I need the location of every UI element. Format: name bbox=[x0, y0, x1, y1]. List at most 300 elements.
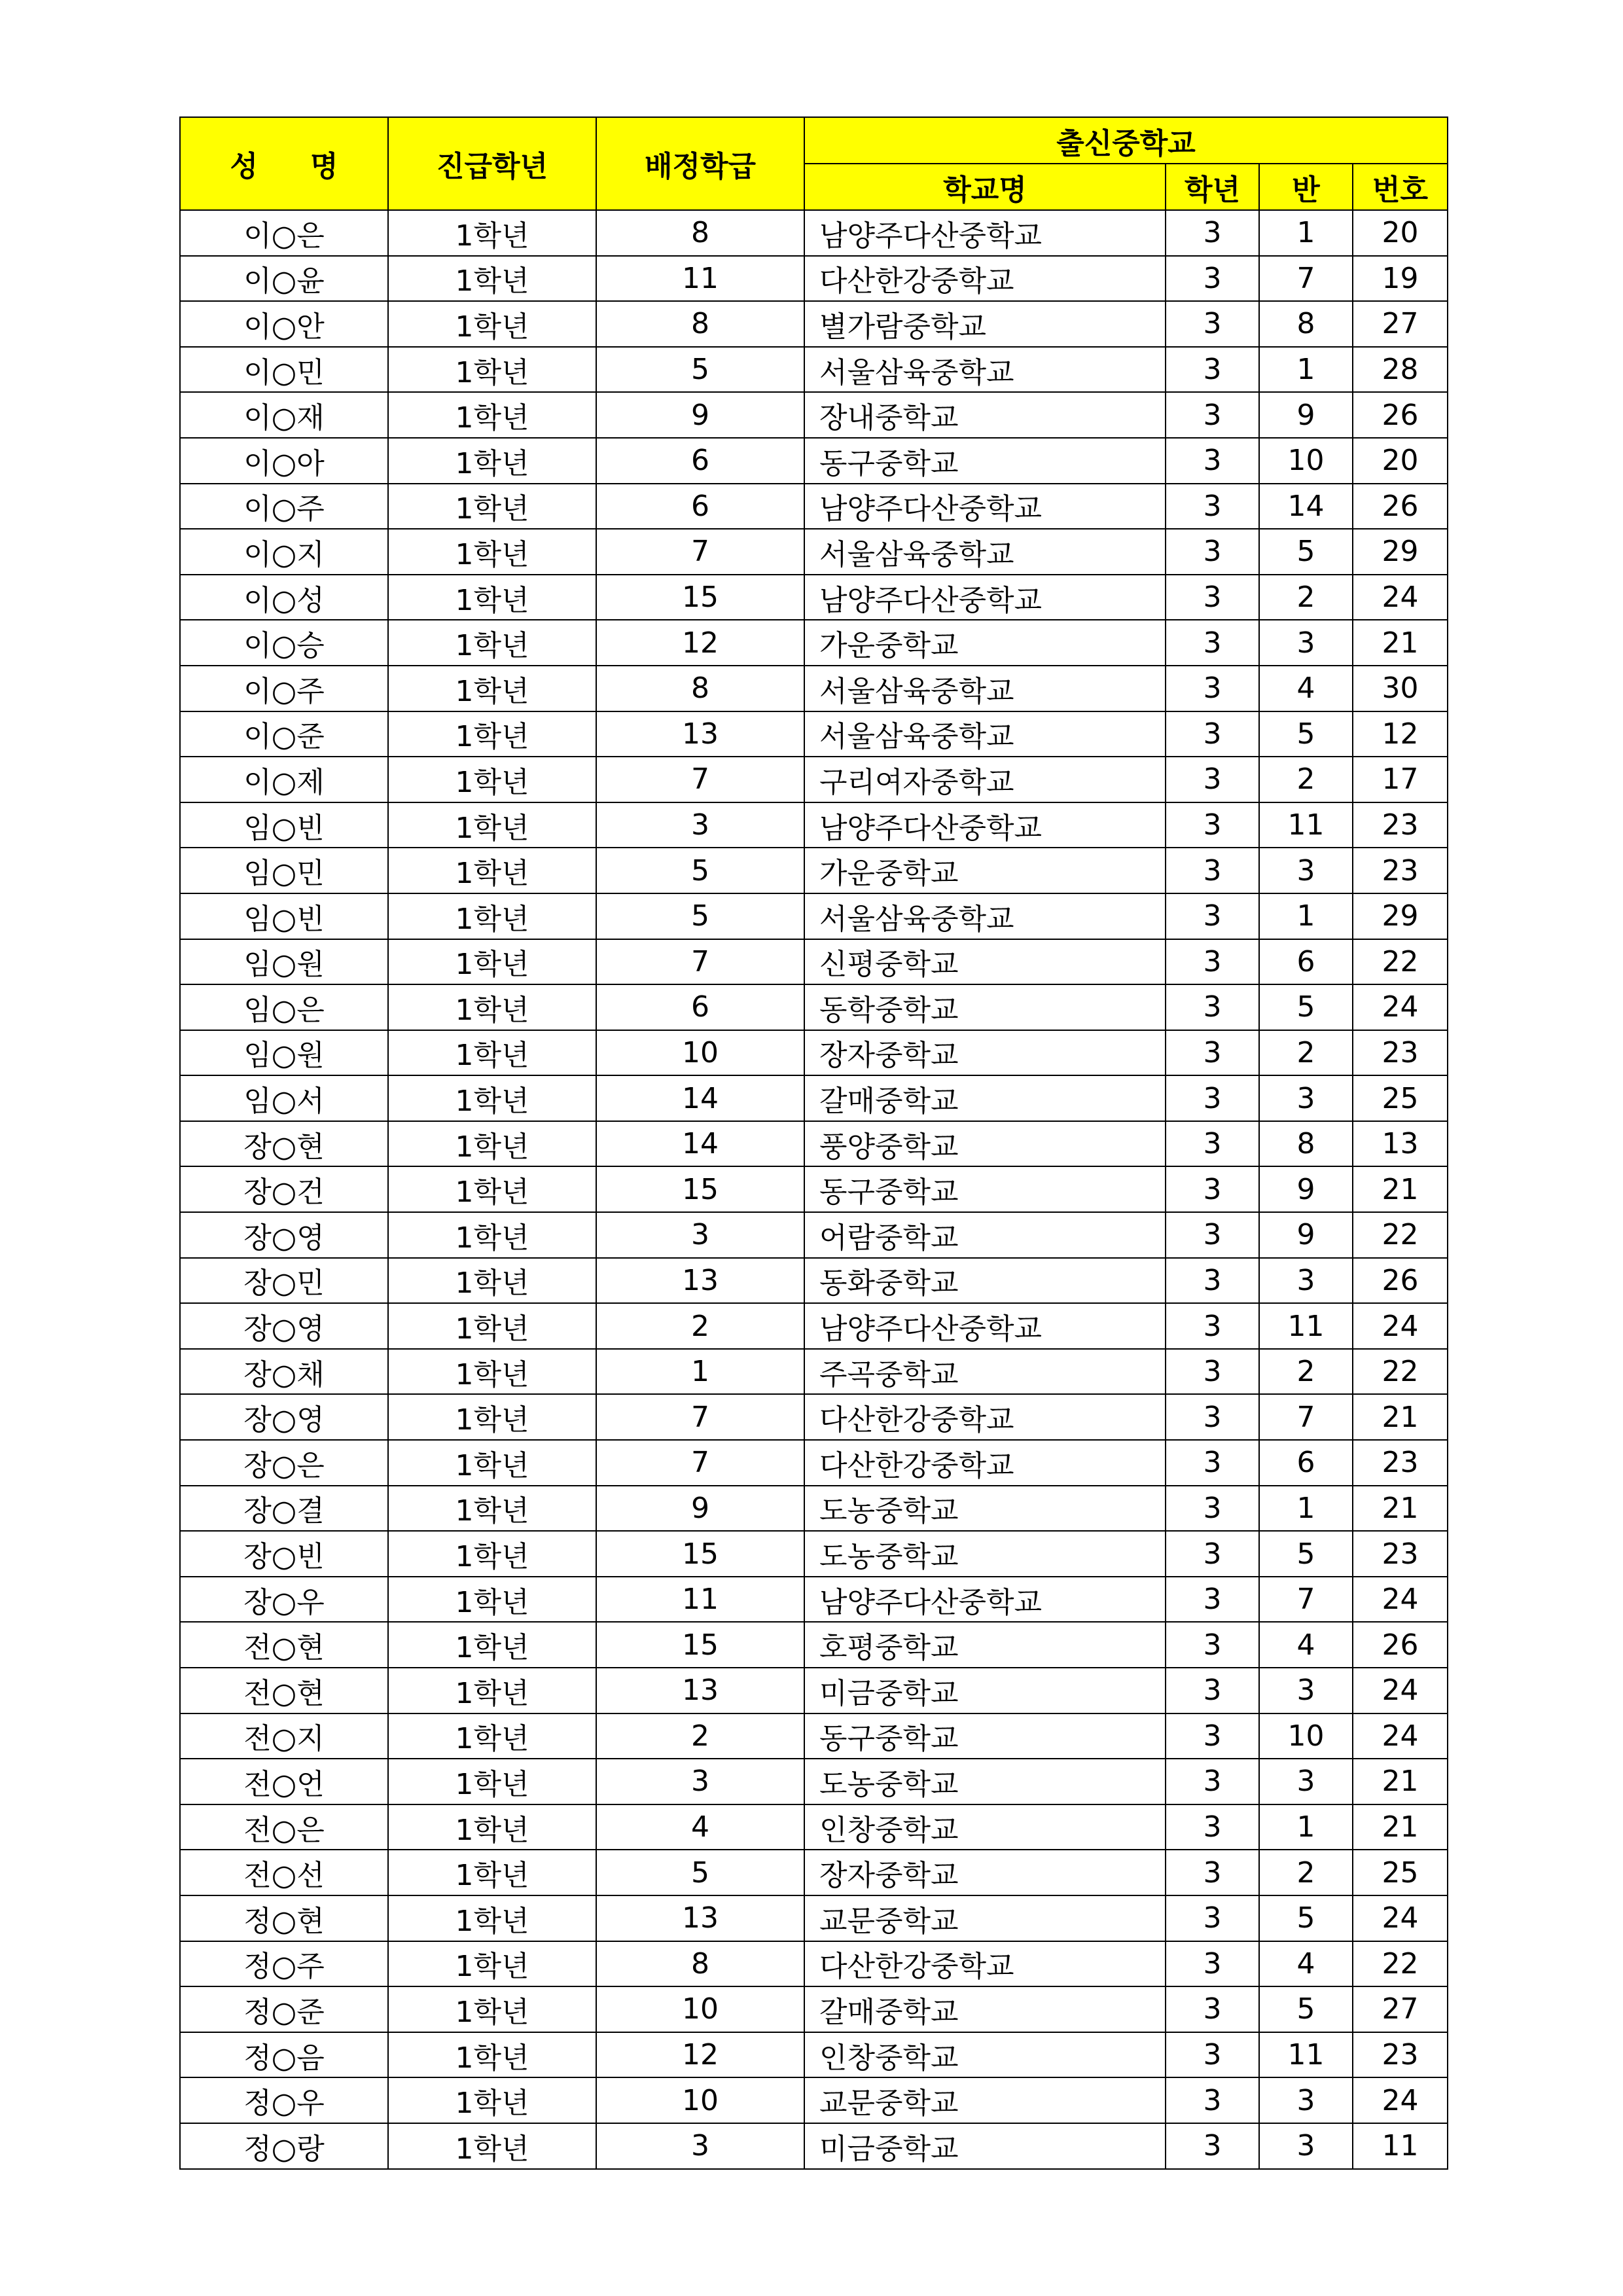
cell-school-class: 4 bbox=[1259, 1622, 1353, 1668]
cell-school-name: 남양주다산중학교 bbox=[804, 484, 1166, 529]
table-row bbox=[180, 939, 1448, 985]
cell-grade: 1학년 bbox=[388, 529, 596, 575]
cell-school-year: 3 bbox=[1166, 939, 1259, 985]
cell-school-number: 22 bbox=[1353, 1349, 1448, 1395]
table-row bbox=[180, 1486, 1448, 1532]
cell-grade: 1학년 bbox=[388, 1030, 596, 1076]
cell-name: 장○영 bbox=[180, 1212, 388, 1258]
cell-name: 이○주 bbox=[180, 666, 388, 711]
cell-name: 이○재 bbox=[180, 392, 388, 438]
cell-school-class: 3 bbox=[1259, 848, 1353, 893]
cell-school-class: 3 bbox=[1259, 620, 1353, 666]
header-name bbox=[180, 117, 388, 210]
table-body bbox=[180, 210, 1448, 2169]
cell-school-number: 26 bbox=[1353, 1622, 1448, 1668]
table-row bbox=[180, 1577, 1448, 1623]
cell-school-name: 호평중학교 bbox=[804, 1622, 1166, 1668]
cell-school-name: 서울삼육중학교 bbox=[804, 893, 1166, 939]
cell-school-year: 3 bbox=[1166, 1850, 1259, 1895]
cell-school-name: 풍양중학교 bbox=[804, 1121, 1166, 1167]
cell-name: 임○원 bbox=[180, 939, 388, 985]
header-name-part2: 명 bbox=[310, 150, 338, 183]
cell-name: 임○원 bbox=[180, 1030, 388, 1076]
cell-grade: 1학년 bbox=[388, 1804, 596, 1850]
header-school-name: 학교명 bbox=[804, 164, 1166, 210]
cell-grade: 1학년 bbox=[388, 939, 596, 985]
cell-school-year: 3 bbox=[1166, 529, 1259, 575]
cell-school-year: 3 bbox=[1166, 1121, 1259, 1167]
cell-assigned-class: 9 bbox=[596, 392, 804, 438]
cell-school-year: 3 bbox=[1166, 620, 1259, 666]
table-row bbox=[180, 438, 1448, 484]
cell-assigned-class: 13 bbox=[596, 1258, 804, 1304]
cell-grade: 1학년 bbox=[388, 1166, 596, 1212]
cell-school-year: 3 bbox=[1166, 1166, 1259, 1212]
table-row bbox=[180, 1622, 1448, 1668]
cell-name: 전○선 bbox=[180, 1850, 388, 1895]
cell-name: 장○채 bbox=[180, 1349, 388, 1395]
cell-school-name: 교문중학교 bbox=[804, 1895, 1166, 1941]
cell-assigned-class: 13 bbox=[596, 1895, 804, 1941]
cell-grade: 1학년 bbox=[388, 1486, 596, 1532]
cell-assigned-class: 10 bbox=[596, 1986, 804, 2032]
assignment-table bbox=[179, 117, 1448, 2170]
cell-name: 전○언 bbox=[180, 1759, 388, 1804]
cell-assigned-class: 15 bbox=[596, 1531, 804, 1577]
cell-name: 전○지 bbox=[180, 1713, 388, 1759]
cell-school-number: 21 bbox=[1353, 1394, 1448, 1440]
cell-grade: 1학년 bbox=[388, 1258, 596, 1304]
cell-school-number: 24 bbox=[1353, 984, 1448, 1030]
cell-grade: 1학년 bbox=[388, 1759, 596, 1804]
cell-name: 임○서 bbox=[180, 1075, 388, 1121]
table-row bbox=[180, 1440, 1448, 1486]
cell-assigned-class: 11 bbox=[596, 1577, 804, 1623]
cell-name: 이○윤 bbox=[180, 256, 388, 302]
cell-assigned-class: 5 bbox=[596, 347, 804, 393]
cell-school-number: 23 bbox=[1353, 2032, 1448, 2078]
cell-school-class: 3 bbox=[1259, 2123, 1353, 2169]
cell-assigned-class: 7 bbox=[596, 529, 804, 575]
cell-school-name: 남양주다산중학교 bbox=[804, 802, 1166, 848]
cell-assigned-class: 2 bbox=[596, 1713, 804, 1759]
cell-school-year: 3 bbox=[1166, 1941, 1259, 1987]
cell-school-name: 동구중학교 bbox=[804, 1166, 1166, 1212]
cell-school-year: 3 bbox=[1166, 2077, 1259, 2123]
cell-name: 정○준 bbox=[180, 1986, 388, 2032]
cell-grade: 1학년 bbox=[388, 1440, 596, 1486]
table-row bbox=[180, 757, 1448, 802]
cell-school-year: 3 bbox=[1166, 1804, 1259, 1850]
cell-school-class: 6 bbox=[1259, 1440, 1353, 1486]
cell-school-name: 서울삼육중학교 bbox=[804, 711, 1166, 757]
cell-school-class: 10 bbox=[1259, 438, 1353, 484]
cell-school-number: 23 bbox=[1353, 1440, 1448, 1486]
cell-assigned-class: 5 bbox=[596, 1850, 804, 1895]
cell-school-class: 7 bbox=[1259, 1394, 1353, 1440]
cell-school-year: 3 bbox=[1166, 1668, 1259, 1713]
cell-school-name: 다산한강중학교 bbox=[804, 1440, 1166, 1486]
cell-school-name: 동구중학교 bbox=[804, 1713, 1166, 1759]
cell-grade: 1학년 bbox=[388, 1850, 596, 1895]
cell-school-year: 3 bbox=[1166, 210, 1259, 256]
cell-school-number: 17 bbox=[1353, 757, 1448, 802]
table-row bbox=[180, 620, 1448, 666]
table-row bbox=[180, 2032, 1448, 2078]
cell-name: 임○민 bbox=[180, 848, 388, 893]
cell-assigned-class: 10 bbox=[596, 2077, 804, 2123]
cell-grade: 1학년 bbox=[388, 1349, 596, 1395]
cell-school-name: 가운중학교 bbox=[804, 848, 1166, 893]
cell-name: 정○랑 bbox=[180, 2123, 388, 2169]
cell-grade: 1학년 bbox=[388, 1121, 596, 1167]
cell-assigned-class: 12 bbox=[596, 2032, 804, 2078]
cell-assigned-class: 7 bbox=[596, 757, 804, 802]
cell-school-class: 1 bbox=[1259, 347, 1353, 393]
cell-school-year: 3 bbox=[1166, 1030, 1259, 1076]
cell-grade: 1학년 bbox=[388, 347, 596, 393]
cell-school-class: 5 bbox=[1259, 1531, 1353, 1577]
cell-grade: 1학년 bbox=[388, 1577, 596, 1623]
cell-grade: 1학년 bbox=[388, 256, 596, 302]
cell-school-year: 3 bbox=[1166, 711, 1259, 757]
cell-name: 이○민 bbox=[180, 347, 388, 393]
cell-school-class: 2 bbox=[1259, 757, 1353, 802]
cell-assigned-class: 7 bbox=[596, 1440, 804, 1486]
cell-school-year: 3 bbox=[1166, 1895, 1259, 1941]
cell-assigned-class: 7 bbox=[596, 1394, 804, 1440]
cell-school-class: 5 bbox=[1259, 1986, 1353, 2032]
cell-name: 전○현 bbox=[180, 1622, 388, 1668]
table-row bbox=[180, 984, 1448, 1030]
cell-school-year: 3 bbox=[1166, 438, 1259, 484]
cell-school-class: 6 bbox=[1259, 939, 1353, 985]
cell-school-name: 도농중학교 bbox=[804, 1759, 1166, 1804]
table-row bbox=[180, 1850, 1448, 1895]
cell-school-number: 22 bbox=[1353, 1941, 1448, 1987]
table-row bbox=[180, 1030, 1448, 1076]
cell-school-class: 7 bbox=[1259, 256, 1353, 302]
cell-school-class: 10 bbox=[1259, 1713, 1353, 1759]
cell-school-name: 도농중학교 bbox=[804, 1486, 1166, 1532]
cell-grade: 1학년 bbox=[388, 1941, 596, 1987]
cell-school-year: 3 bbox=[1166, 1349, 1259, 1395]
cell-school-number: 11 bbox=[1353, 2123, 1448, 2169]
cell-assigned-class: 5 bbox=[596, 893, 804, 939]
cell-assigned-class: 13 bbox=[596, 711, 804, 757]
cell-school-class: 11 bbox=[1259, 802, 1353, 848]
cell-school-year: 3 bbox=[1166, 666, 1259, 711]
cell-school-name: 동화중학교 bbox=[804, 1258, 1166, 1304]
table-row bbox=[180, 893, 1448, 939]
student-assignment-sheet bbox=[179, 117, 1447, 2170]
cell-school-name: 갈매중학교 bbox=[804, 1986, 1166, 2032]
cell-school-year: 3 bbox=[1166, 1622, 1259, 1668]
cell-school-class: 2 bbox=[1259, 1349, 1353, 1395]
cell-school-name: 갈매중학교 bbox=[804, 1075, 1166, 1121]
cell-school-class: 3 bbox=[1259, 1258, 1353, 1304]
header-grade: 진급학년 bbox=[388, 117, 596, 210]
cell-name: 장○빈 bbox=[180, 1531, 388, 1577]
cell-school-number: 23 bbox=[1353, 1030, 1448, 1076]
cell-school-class: 5 bbox=[1259, 984, 1353, 1030]
cell-grade: 1학년 bbox=[388, 1986, 596, 2032]
cell-school-class: 1 bbox=[1259, 210, 1353, 256]
cell-name: 이○은 bbox=[180, 210, 388, 256]
cell-school-number: 28 bbox=[1353, 347, 1448, 393]
cell-school-class: 3 bbox=[1259, 1759, 1353, 1804]
cell-grade: 1학년 bbox=[388, 1531, 596, 1577]
cell-school-name: 다산한강중학교 bbox=[804, 1394, 1166, 1440]
cell-school-name: 도농중학교 bbox=[804, 1531, 1166, 1577]
cell-school-name: 장자중학교 bbox=[804, 1030, 1166, 1076]
cell-school-year: 3 bbox=[1166, 848, 1259, 893]
cell-school-class: 4 bbox=[1259, 666, 1353, 711]
cell-assigned-class: 8 bbox=[596, 1941, 804, 1987]
cell-grade: 1학년 bbox=[388, 2123, 596, 2169]
cell-school-name: 장내중학교 bbox=[804, 392, 1166, 438]
cell-school-class: 7 bbox=[1259, 1577, 1353, 1623]
table-row bbox=[180, 1258, 1448, 1304]
table-row bbox=[180, 1349, 1448, 1395]
cell-school-class: 1 bbox=[1259, 1486, 1353, 1532]
cell-school-number: 27 bbox=[1353, 1986, 1448, 2032]
cell-name: 장○현 bbox=[180, 1121, 388, 1167]
cell-school-year: 3 bbox=[1166, 757, 1259, 802]
table-row bbox=[180, 1531, 1448, 1577]
cell-assigned-class: 3 bbox=[596, 1759, 804, 1804]
table-row bbox=[180, 1986, 1448, 2032]
cell-school-class: 1 bbox=[1259, 893, 1353, 939]
cell-school-number: 25 bbox=[1353, 1075, 1448, 1121]
cell-name: 전○은 bbox=[180, 1804, 388, 1850]
cell-assigned-class: 2 bbox=[596, 1303, 804, 1349]
cell-school-number: 29 bbox=[1353, 529, 1448, 575]
cell-school-number: 27 bbox=[1353, 301, 1448, 347]
table-row bbox=[180, 1303, 1448, 1349]
cell-name: 이○승 bbox=[180, 620, 388, 666]
table-row bbox=[180, 2123, 1448, 2169]
cell-school-year: 3 bbox=[1166, 1212, 1259, 1258]
cell-school-name: 주곡중학교 bbox=[804, 1349, 1166, 1395]
cell-school-year: 3 bbox=[1166, 1486, 1259, 1532]
cell-school-year: 3 bbox=[1166, 1303, 1259, 1349]
cell-name: 정○우 bbox=[180, 2077, 388, 2123]
cell-name: 이○준 bbox=[180, 711, 388, 757]
cell-name: 장○건 bbox=[180, 1166, 388, 1212]
cell-assigned-class: 15 bbox=[596, 575, 804, 620]
cell-assigned-class: 7 bbox=[596, 939, 804, 985]
cell-name: 이○성 bbox=[180, 575, 388, 620]
table-row bbox=[180, 848, 1448, 893]
cell-school-name: 인창중학교 bbox=[804, 2032, 1166, 2078]
header-school-class: 반 bbox=[1259, 164, 1353, 210]
cell-school-number: 21 bbox=[1353, 1486, 1448, 1532]
cell-grade: 1학년 bbox=[388, 1394, 596, 1440]
cell-school-class: 2 bbox=[1259, 575, 1353, 620]
cell-assigned-class: 14 bbox=[596, 1075, 804, 1121]
cell-school-number: 23 bbox=[1353, 1531, 1448, 1577]
cell-grade: 1학년 bbox=[388, 984, 596, 1030]
cell-name: 정○음 bbox=[180, 2032, 388, 2078]
header-school-number: 번호 bbox=[1353, 164, 1448, 210]
cell-school-number: 29 bbox=[1353, 893, 1448, 939]
cell-name: 전○현 bbox=[180, 1668, 388, 1713]
cell-assigned-class: 15 bbox=[596, 1166, 804, 1212]
cell-school-number: 12 bbox=[1353, 711, 1448, 757]
table-row bbox=[180, 484, 1448, 529]
cell-name: 정○현 bbox=[180, 1895, 388, 1941]
header-origin-school: 출신중학교 bbox=[804, 117, 1448, 164]
cell-school-name: 구리여자중학교 bbox=[804, 757, 1166, 802]
cell-assigned-class: 12 bbox=[596, 620, 804, 666]
cell-assigned-class: 3 bbox=[596, 2123, 804, 2169]
cell-school-year: 3 bbox=[1166, 575, 1259, 620]
table-row bbox=[180, 1804, 1448, 1850]
cell-school-class: 3 bbox=[1259, 2077, 1353, 2123]
table-row bbox=[180, 575, 1448, 620]
cell-name: 장○영 bbox=[180, 1303, 388, 1349]
cell-school-year: 3 bbox=[1166, 1713, 1259, 1759]
cell-grade: 1학년 bbox=[388, 1212, 596, 1258]
table-row bbox=[180, 301, 1448, 347]
cell-school-number: 22 bbox=[1353, 939, 1448, 985]
table-row bbox=[180, 347, 1448, 393]
cell-grade: 1학년 bbox=[388, 438, 596, 484]
cell-school-class: 9 bbox=[1259, 1212, 1353, 1258]
header-school-year: 학년 bbox=[1166, 164, 1259, 210]
cell-school-number: 26 bbox=[1353, 1258, 1448, 1304]
cell-assigned-class: 1 bbox=[596, 1349, 804, 1395]
table-row bbox=[180, 2077, 1448, 2123]
cell-school-name: 인창중학교 bbox=[804, 1804, 1166, 1850]
cell-school-number: 22 bbox=[1353, 1212, 1448, 1258]
table-row bbox=[180, 711, 1448, 757]
table-row bbox=[180, 1668, 1448, 1713]
cell-assigned-class: 8 bbox=[596, 666, 804, 711]
cell-name: 장○민 bbox=[180, 1258, 388, 1304]
cell-school-year: 3 bbox=[1166, 893, 1259, 939]
cell-school-class: 5 bbox=[1259, 1895, 1353, 1941]
cell-school-number: 24 bbox=[1353, 1668, 1448, 1713]
cell-school-number: 24 bbox=[1353, 1577, 1448, 1623]
cell-school-number: 13 bbox=[1353, 1121, 1448, 1167]
cell-school-name: 서울삼육중학교 bbox=[804, 529, 1166, 575]
cell-school-year: 3 bbox=[1166, 1394, 1259, 1440]
cell-grade: 1학년 bbox=[388, 1713, 596, 1759]
cell-assigned-class: 10 bbox=[596, 1030, 804, 1076]
cell-assigned-class: 6 bbox=[596, 984, 804, 1030]
cell-school-number: 24 bbox=[1353, 575, 1448, 620]
cell-school-number: 24 bbox=[1353, 1303, 1448, 1349]
cell-name: 이○아 bbox=[180, 438, 388, 484]
cell-school-class: 3 bbox=[1259, 1075, 1353, 1121]
cell-grade: 1학년 bbox=[388, 484, 596, 529]
cell-school-year: 3 bbox=[1166, 1531, 1259, 1577]
cell-school-year: 3 bbox=[1166, 2032, 1259, 2078]
cell-name: 임○빈 bbox=[180, 802, 388, 848]
cell-assigned-class: 8 bbox=[596, 301, 804, 347]
cell-school-class: 14 bbox=[1259, 484, 1353, 529]
cell-assigned-class: 11 bbox=[596, 256, 804, 302]
cell-school-number: 21 bbox=[1353, 1804, 1448, 1850]
cell-name: 정○주 bbox=[180, 1941, 388, 1987]
cell-school-number: 19 bbox=[1353, 256, 1448, 302]
header-assigned-class: 배정학급 bbox=[596, 117, 804, 210]
cell-school-name: 가운중학교 bbox=[804, 620, 1166, 666]
cell-school-number: 21 bbox=[1353, 1166, 1448, 1212]
cell-assigned-class: 3 bbox=[596, 1212, 804, 1258]
cell-name: 장○결 bbox=[180, 1486, 388, 1532]
cell-assigned-class: 14 bbox=[596, 1121, 804, 1167]
table-row bbox=[180, 1895, 1448, 1941]
cell-school-year: 3 bbox=[1166, 1577, 1259, 1623]
cell-school-year: 3 bbox=[1166, 1258, 1259, 1304]
cell-school-name: 남양주다산중학교 bbox=[804, 210, 1166, 256]
cell-grade: 1학년 bbox=[388, 301, 596, 347]
table-row bbox=[180, 256, 1448, 302]
table-row bbox=[180, 1394, 1448, 1440]
cell-school-name: 미금중학교 bbox=[804, 1668, 1166, 1713]
cell-school-name: 별가람중학교 bbox=[804, 301, 1166, 347]
cell-school-number: 24 bbox=[1353, 1895, 1448, 1941]
cell-school-name: 동구중학교 bbox=[804, 438, 1166, 484]
cell-name: 장○우 bbox=[180, 1577, 388, 1623]
cell-school-year: 3 bbox=[1166, 256, 1259, 302]
cell-grade: 1학년 bbox=[388, 757, 596, 802]
cell-school-class: 5 bbox=[1259, 529, 1353, 575]
cell-school-class: 9 bbox=[1259, 1166, 1353, 1212]
cell-grade: 1학년 bbox=[388, 893, 596, 939]
table-row bbox=[180, 392, 1448, 438]
cell-name: 장○영 bbox=[180, 1394, 388, 1440]
cell-grade: 1학년 bbox=[388, 802, 596, 848]
cell-school-name: 다산한강중학교 bbox=[804, 1941, 1166, 1987]
cell-grade: 1학년 bbox=[388, 2077, 596, 2123]
cell-school-number: 24 bbox=[1353, 1713, 1448, 1759]
cell-grade: 1학년 bbox=[388, 1668, 596, 1713]
table-row bbox=[180, 666, 1448, 711]
cell-school-class: 2 bbox=[1259, 1030, 1353, 1076]
cell-school-name: 동학중학교 bbox=[804, 984, 1166, 1030]
cell-assigned-class: 3 bbox=[596, 802, 804, 848]
cell-name: 장○은 bbox=[180, 1440, 388, 1486]
cell-school-year: 3 bbox=[1166, 2123, 1259, 2169]
cell-school-class: 11 bbox=[1259, 2032, 1353, 2078]
cell-school-number: 20 bbox=[1353, 438, 1448, 484]
cell-school-year: 3 bbox=[1166, 392, 1259, 438]
cell-school-class: 2 bbox=[1259, 1850, 1353, 1895]
cell-school-number: 24 bbox=[1353, 2077, 1448, 2123]
cell-school-name: 남양주다산중학교 bbox=[804, 1303, 1166, 1349]
cell-assigned-class: 8 bbox=[596, 210, 804, 256]
cell-grade: 1학년 bbox=[388, 848, 596, 893]
cell-school-number: 20 bbox=[1353, 210, 1448, 256]
cell-name: 이○주 bbox=[180, 484, 388, 529]
cell-school-number: 21 bbox=[1353, 1759, 1448, 1804]
cell-school-number: 26 bbox=[1353, 484, 1448, 529]
cell-school-class: 4 bbox=[1259, 1941, 1353, 1987]
cell-school-number: 26 bbox=[1353, 392, 1448, 438]
cell-school-name: 미금중학교 bbox=[804, 2123, 1166, 2169]
cell-school-name: 서울삼육중학교 bbox=[804, 666, 1166, 711]
cell-assigned-class: 9 bbox=[596, 1486, 804, 1532]
cell-name: 임○빈 bbox=[180, 893, 388, 939]
cell-school-number: 21 bbox=[1353, 620, 1448, 666]
cell-school-number: 30 bbox=[1353, 666, 1448, 711]
cell-name: 임○은 bbox=[180, 984, 388, 1030]
cell-name: 이○제 bbox=[180, 757, 388, 802]
